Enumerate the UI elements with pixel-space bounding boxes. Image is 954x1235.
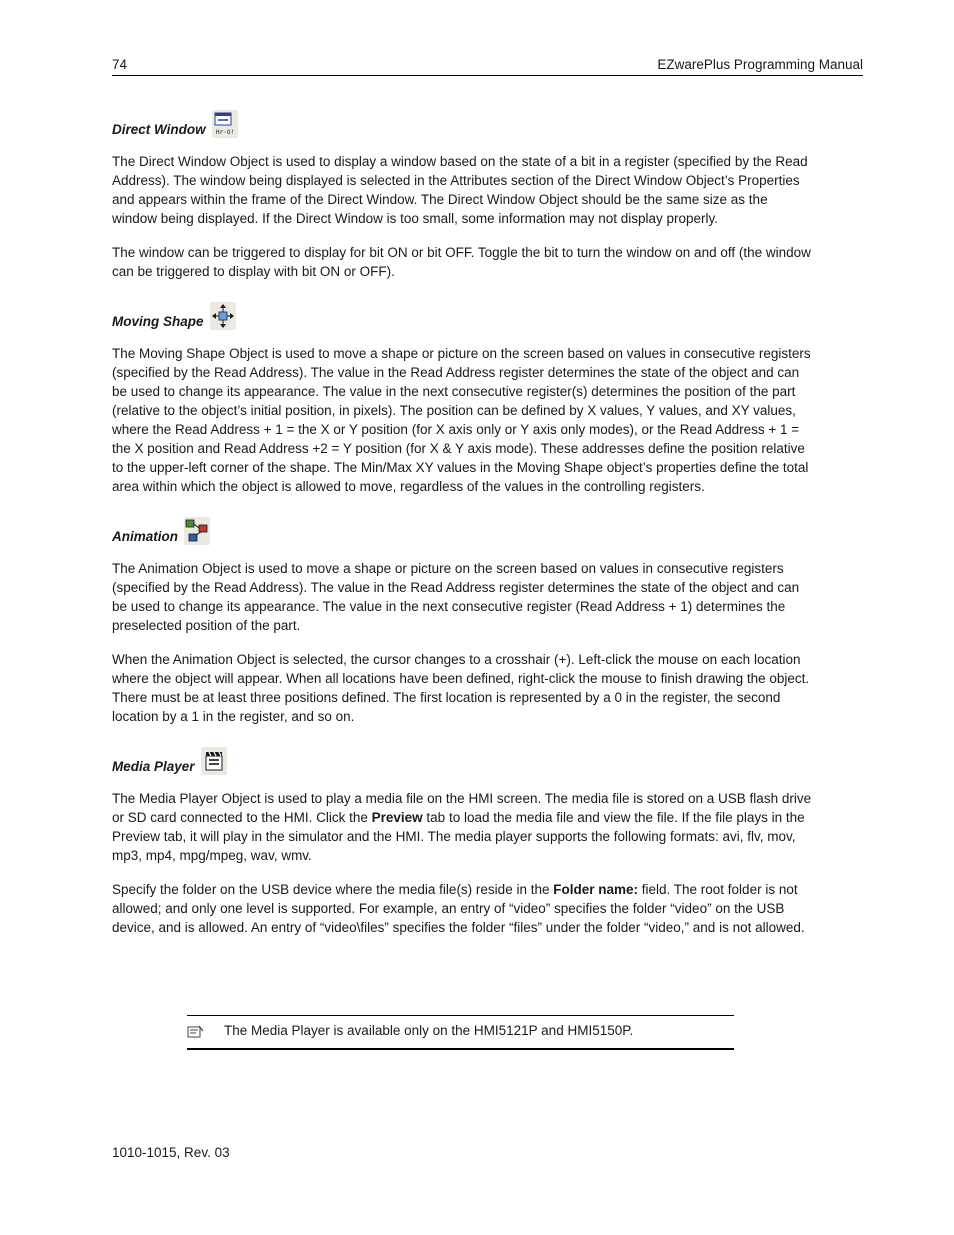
note-text: The Media Player is available only on the HMI5121P and HMI5150P.	[224, 1023, 634, 1038]
moving-shape-icon	[210, 302, 236, 330]
svg-text:Hr·O!: Hr·O!	[215, 129, 234, 136]
manual-title: EZwarePlus Programming Manual	[657, 57, 863, 72]
page-number: 74	[112, 57, 128, 72]
direct-window-icon	[212, 110, 238, 138]
animation-icon	[184, 517, 210, 545]
section-title: Animation	[112, 529, 178, 544]
paragraph: The Animation Object is used to move a shape or picture on the screen based on values in consecutive registers (specified by the Read Address). The value in the Read Address register determines the state of the object and can be used to change its appearance. The value in the next consecutive register (Read Address + 1) determines the preselected position of the part.	[112, 561, 800, 633]
section-title: Media Player	[112, 759, 195, 774]
paragraph: The Direct Window Object is used to display a window based on the state of a bit in a register (specified by the Read Address). The window being displayed is selected in the Attributes section of the Direct Window Object’s Properties and appears within the frame of the Direct Window. The Direct Window Object should be the same size as the window being displayed. If the Direct Window is too small, some information may not display properly.	[112, 154, 808, 226]
paragraph: The Moving Shape Object is used to move a shape or picture on the screen based on values in consecutive registers (specified by the Read Address). The value in the Read Address register determines the state of the object and can be used to change its appearance. The value in the next consecutive register(s) determines the position of the part (relative to the object’s initial position, in pixels). The position can be defined by X values, Y values, and XY values, where the Read Address + 1 = the X or Y position (for X axis only or Y axis only modes), or the Read Address + 1 = the X position and Read Address +2 = Y position (for X & Y axis mode). These addresses define the position relative to the upper-left corner of the shape. The Min/Max XY values in the Moving Shape object’s properties define the total area within which the object is allowed to move, regardless of the values in the controlling registers.	[112, 346, 811, 494]
section-title: Direct Window	[112, 122, 206, 137]
paragraph: When the Animation Object is selected, the cursor changes to a crosshair (+). Left-click the mouse on each location where the object will appear. When all locations have been defined, right-click the mouse to finish drawing the object. There must be at least three positions defined. The first location is represented by a 0 in the register, the second location by a 1 in the register, and so on.	[112, 652, 810, 724]
note-box	[187, 1015, 734, 1050]
section-title: Moving Shape	[112, 314, 204, 329]
content	[112, 110, 814, 952]
section-heading-media-player	[112, 747, 814, 775]
paragraph: Specify the folder on the USB device where the media file(s) reside in the Folder name: field. The root folder is not allowed; and only one level is supported. For example, an entry of “video” specifies the folder “video” on the USB device, and is allowed. An entry of “video\files” specifies the folder “files” under the folder “video,” and is not allowed.	[112, 882, 805, 935]
header-rule	[112, 75, 863, 76]
paragraph: The window can be triggered to display for bit ON or bit OFF. Toggle the bit to turn the window on and off (the window can be triggered to display with bit ON or OFF).	[112, 245, 811, 279]
section-heading-direct-window	[112, 110, 814, 138]
section-heading-moving-shape	[112, 302, 814, 330]
bold-term: Folder name:	[553, 882, 638, 897]
document-revision: 1010-1015, Rev. 03	[112, 1145, 230, 1160]
media-player-icon	[201, 747, 227, 775]
section-heading-animation	[112, 517, 814, 545]
bold-term: Preview	[371, 810, 423, 825]
paragraph: The Media Player Object is used to play a media file on the HMI screen. The media file is stored on a USB flash drive or SD card connected to the HMI. Click the Preview tab to load the media file and view the file. If the file plays in the Preview tab, it will play in the simulator and the HMI. The media player supports the following formats: avi, flv, mov, mp3, mp4, mpg/mpeg, wav, wmv.	[112, 791, 812, 863]
note-icon	[187, 1025, 205, 1039]
